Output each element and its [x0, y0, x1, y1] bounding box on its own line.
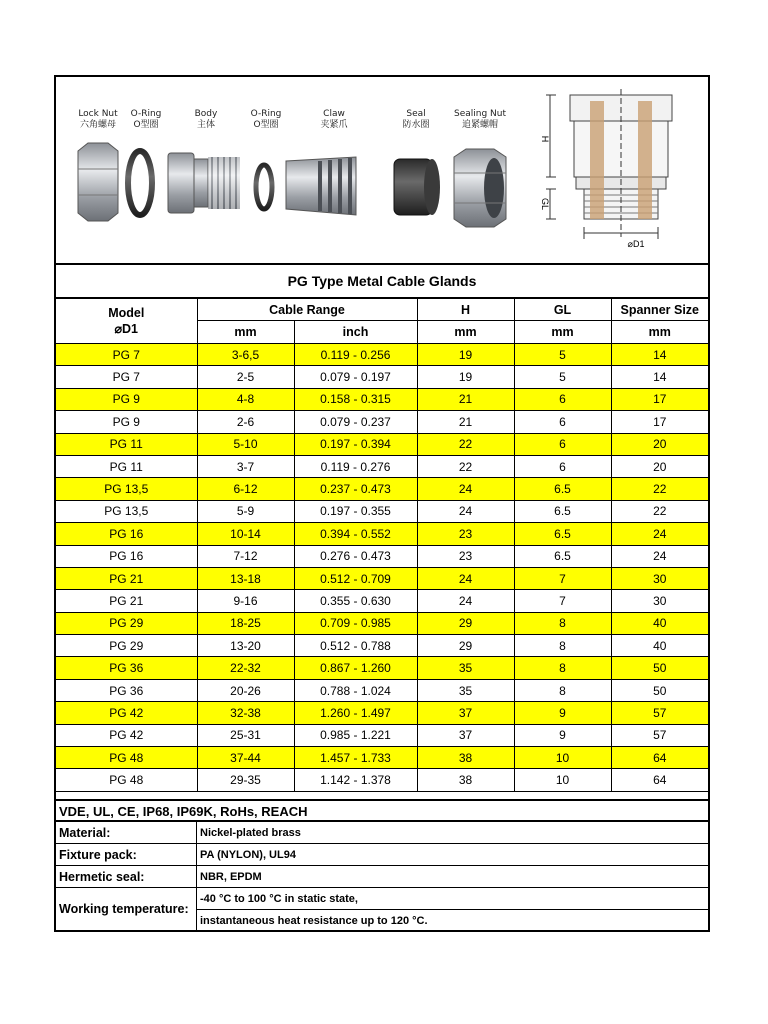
cable-inch-cell: 1.142 - 1.378 [294, 769, 417, 791]
model-cell: PG 29 [56, 612, 197, 634]
o-ring-graphic [256, 165, 272, 209]
cable-inch-cell: 0.237 - 0.473 [294, 478, 417, 500]
spanner-cell: 24 [611, 545, 708, 567]
h-cell: 23 [417, 523, 514, 545]
cable-mm-cell: 32-38 [197, 702, 294, 724]
model-cell: PG 48 [56, 769, 197, 791]
cable-inch-cell: 1.457 - 1.733 [294, 747, 417, 769]
model-cell: PG 9 [56, 411, 197, 433]
model-cell: PG 13,5 [56, 478, 197, 500]
h-cell: 19 [417, 366, 514, 388]
spanner-cell: 22 [611, 478, 708, 500]
h-cell: 37 [417, 724, 514, 746]
unit-mm: mm [197, 321, 294, 344]
cable-mm-cell: 5-9 [197, 500, 294, 522]
spanner-cell: 24 [611, 523, 708, 545]
table-row [56, 478, 708, 500]
table-row [56, 612, 708, 634]
cable-inch-cell: 0.119 - 0.276 [294, 455, 417, 477]
dimension-gl-label: GL [540, 197, 550, 211]
gl-cell: 7 [514, 567, 611, 589]
h-cell: 29 [417, 635, 514, 657]
property-label: Material: [56, 822, 197, 844]
spanner-cell: 14 [611, 366, 708, 388]
cable-inch-cell: 0.079 - 0.237 [294, 411, 417, 433]
part-label-en: O-Ring [130, 109, 162, 119]
h-cell: 24 [417, 478, 514, 500]
spanner-cell: 17 [611, 411, 708, 433]
gl-cell: 6 [514, 433, 611, 455]
property-label: Fixture pack: [56, 844, 197, 866]
dimension-h-label: H [540, 135, 550, 143]
cable-inch-cell: 0.512 - 0.788 [294, 635, 417, 657]
cable-inch-cell: 0.197 - 0.355 [294, 500, 417, 522]
h-cell: 23 [417, 545, 514, 567]
spanner-cell: 64 [611, 747, 708, 769]
header-model-label: Model [108, 306, 145, 320]
cable-mm-cell: 4-8 [197, 388, 294, 410]
gl-cell: 8 [514, 679, 611, 701]
model-cell: PG 42 [56, 702, 197, 724]
gl-cell: 5 [514, 344, 611, 366]
part-label-en: Claw [323, 109, 345, 119]
gl-cell: 6 [514, 455, 611, 477]
header-gl: GL [514, 299, 611, 321]
table-row [56, 635, 708, 657]
cable-mm-cell: 2-5 [197, 366, 294, 388]
part-label-cn: 追紧螺帽 [461, 120, 499, 130]
cable-mm-cell: 3-7 [197, 455, 294, 477]
spec-sheet [54, 75, 710, 932]
unit-inch: inch [294, 321, 417, 344]
table-row [56, 657, 708, 679]
spanner-cell: 50 [611, 679, 708, 701]
header-model-sub: ⌀D1 [114, 322, 138, 336]
part-label-en: Seal [406, 109, 426, 119]
part-label-cn: 夹紧爪 [320, 120, 348, 130]
part-label-cn: O型圈 [133, 120, 159, 130]
cable-inch-cell: 0.867 - 1.260 [294, 657, 417, 679]
table-row [56, 567, 708, 589]
table-row [56, 366, 708, 388]
gl-cell: 6.5 [514, 523, 611, 545]
model-cell: PG 16 [56, 523, 197, 545]
h-cell: 22 [417, 433, 514, 455]
table-row [56, 344, 708, 366]
part-label-en: Body [194, 109, 218, 119]
unit-mm: mm [417, 321, 514, 344]
part-label-cn: 主体 [196, 120, 216, 130]
cable-mm-cell: 7-12 [197, 545, 294, 567]
spanner-cell: 22 [611, 500, 708, 522]
h-cell: 24 [417, 500, 514, 522]
cable-inch-cell: 0.394 - 0.552 [294, 523, 417, 545]
part-label-en: Sealing Nut [453, 109, 507, 119]
model-cell: PG 42 [56, 724, 197, 746]
model-cell: PG 9 [56, 388, 197, 410]
cable-inch-cell: 0.119 - 0.256 [294, 344, 417, 366]
spanner-cell: 14 [611, 344, 708, 366]
model-cell: PG 36 [56, 657, 197, 679]
gl-cell: 7 [514, 590, 611, 612]
cable-inch-cell: 1.260 - 1.497 [294, 702, 417, 724]
cable-inch-cell: 0.788 - 1.024 [294, 679, 417, 701]
properties-table [56, 821, 708, 932]
cable-mm-cell: 13-20 [197, 635, 294, 657]
sealing-nut-graphic [454, 149, 506, 227]
model-cell: PG 48 [56, 747, 197, 769]
cable-inch-cell: 0.512 - 0.709 [294, 567, 417, 589]
table-row [56, 724, 708, 746]
h-cell: 38 [417, 769, 514, 791]
part-label-cn: 六角螺母 [79, 120, 117, 130]
property-value: PA (NYLON), UL94 [197, 844, 709, 866]
dimension-d1-label: ⌀D1 [627, 239, 645, 249]
cable-inch-cell: 0.197 - 0.394 [294, 433, 417, 455]
lock-nut-graphic [78, 143, 118, 221]
part-labels [78, 109, 506, 130]
property-row [56, 888, 708, 910]
h-cell: 24 [417, 590, 514, 612]
cable-mm-cell: 6-12 [197, 478, 294, 500]
h-cell: 24 [417, 567, 514, 589]
cable-mm-cell: 25-31 [197, 724, 294, 746]
spanner-cell: 40 [611, 612, 708, 634]
spanner-cell: 20 [611, 455, 708, 477]
property-value: NBR, EPDM [197, 866, 709, 888]
gl-cell: 10 [514, 769, 611, 791]
h-cell: 35 [417, 679, 514, 701]
part-label-cn: 防水圈 [402, 120, 430, 130]
h-cell: 19 [417, 344, 514, 366]
working-temperature-label: Working temperature: [56, 888, 197, 932]
spanner-cell: 57 [611, 724, 708, 746]
header-spanner: Spanner Size [611, 299, 708, 321]
table-row [56, 590, 708, 612]
gl-cell: 8 [514, 657, 611, 679]
h-cell: 35 [417, 657, 514, 679]
property-row [56, 822, 708, 844]
product-illustration [56, 77, 708, 265]
cable-mm-cell: 37-44 [197, 747, 294, 769]
header-cable-range: Cable Range [197, 299, 417, 321]
unit-mm: mm [514, 321, 611, 344]
cable-mm-cell: 18-25 [197, 612, 294, 634]
spanner-cell: 64 [611, 769, 708, 791]
working-temperature-line1: -40 °C to 100 °C in static state, [197, 888, 709, 910]
cable-mm-cell: 3-6,5 [197, 344, 294, 366]
cable-inch-cell: 0.158 - 0.315 [294, 388, 417, 410]
spanner-cell: 30 [611, 567, 708, 589]
seal-graphic [394, 159, 440, 215]
table-row [56, 747, 708, 769]
cable-mm-cell: 13-18 [197, 567, 294, 589]
model-cell: PG 21 [56, 590, 197, 612]
table-row [56, 455, 708, 477]
table-row [56, 500, 708, 522]
table-row [56, 411, 708, 433]
cable-mm-cell: 29-35 [197, 769, 294, 791]
cable-inch-cell: 0.276 - 0.473 [294, 545, 417, 567]
gl-cell: 6 [514, 411, 611, 433]
model-cell: PG 16 [56, 545, 197, 567]
property-row [56, 866, 708, 888]
model-cell: PG 11 [56, 433, 197, 455]
table-row [56, 433, 708, 455]
gl-cell: 6 [514, 388, 611, 410]
cable-mm-cell: 22-32 [197, 657, 294, 679]
model-cell: PG 36 [56, 679, 197, 701]
gl-cell: 10 [514, 747, 611, 769]
cable-mm-cell: 10-14 [197, 523, 294, 545]
working-temperature-line2: instantaneous heat resistance up to 120 °C. [197, 910, 709, 932]
cable-inch-cell: 0.709 - 0.985 [294, 612, 417, 634]
spanner-cell: 30 [611, 590, 708, 612]
table-row [56, 388, 708, 410]
cable-mm-cell: 9-16 [197, 590, 294, 612]
h-cell: 37 [417, 702, 514, 724]
property-label: Hermetic seal: [56, 866, 197, 888]
gl-cell: 9 [514, 724, 611, 746]
gl-cell: 6.5 [514, 545, 611, 567]
spanner-cell: 57 [611, 702, 708, 724]
cable-mm-cell: 5-10 [197, 433, 294, 455]
header-model [56, 299, 197, 344]
model-cell: PG 29 [56, 635, 197, 657]
h-cell: 38 [417, 747, 514, 769]
cable-mm-cell: 2-6 [197, 411, 294, 433]
header-h: H [417, 299, 514, 321]
model-cell: PG 13,5 [56, 500, 197, 522]
gl-cell: 6.5 [514, 500, 611, 522]
table-row [56, 523, 708, 545]
model-cell: PG 7 [56, 344, 197, 366]
cable-inch-cell: 0.355 - 0.630 [294, 590, 417, 612]
cable-mm-cell: 20-26 [197, 679, 294, 701]
gl-cell: 9 [514, 702, 611, 724]
spanner-cell: 20 [611, 433, 708, 455]
cable-inch-cell: 0.079 - 0.197 [294, 366, 417, 388]
h-cell: 22 [417, 455, 514, 477]
part-label-en: O-Ring [250, 109, 282, 119]
model-cell: PG 21 [56, 567, 197, 589]
table-row [56, 679, 708, 701]
gl-cell: 8 [514, 635, 611, 657]
cable-inch-cell: 0.985 - 1.221 [294, 724, 417, 746]
h-cell: 21 [417, 411, 514, 433]
dimension-drawing [540, 89, 672, 249]
model-cell: PG 11 [56, 455, 197, 477]
exploded-view-graphic [56, 77, 708, 263]
spanner-cell: 17 [611, 388, 708, 410]
part-label-en: Lock Nut [78, 109, 118, 119]
table-title: PG Type Metal Cable Glands [56, 265, 708, 299]
o-ring-graphic [128, 151, 152, 215]
body-graphic [168, 153, 240, 213]
spec-table-body [56, 344, 708, 792]
gl-cell: 5 [514, 366, 611, 388]
model-cell: PG 7 [56, 366, 197, 388]
property-value: Nickel-plated brass [197, 822, 709, 844]
unit-mm: mm [611, 321, 708, 344]
spanner-cell: 40 [611, 635, 708, 657]
property-row [56, 844, 708, 866]
part-label-cn: O型圈 [253, 120, 279, 130]
table-row [56, 702, 708, 724]
table-row [56, 545, 708, 567]
gl-cell: 8 [514, 612, 611, 634]
h-cell: 29 [417, 612, 514, 634]
gl-cell: 6.5 [514, 478, 611, 500]
table-row [56, 769, 708, 791]
spanner-cell: 50 [611, 657, 708, 679]
certifications: VDE, UL, CE, IP68, IP69K, RoHs, REACH [56, 799, 708, 821]
spec-table [56, 299, 708, 792]
claw-graphic [286, 157, 356, 215]
h-cell: 21 [417, 388, 514, 410]
